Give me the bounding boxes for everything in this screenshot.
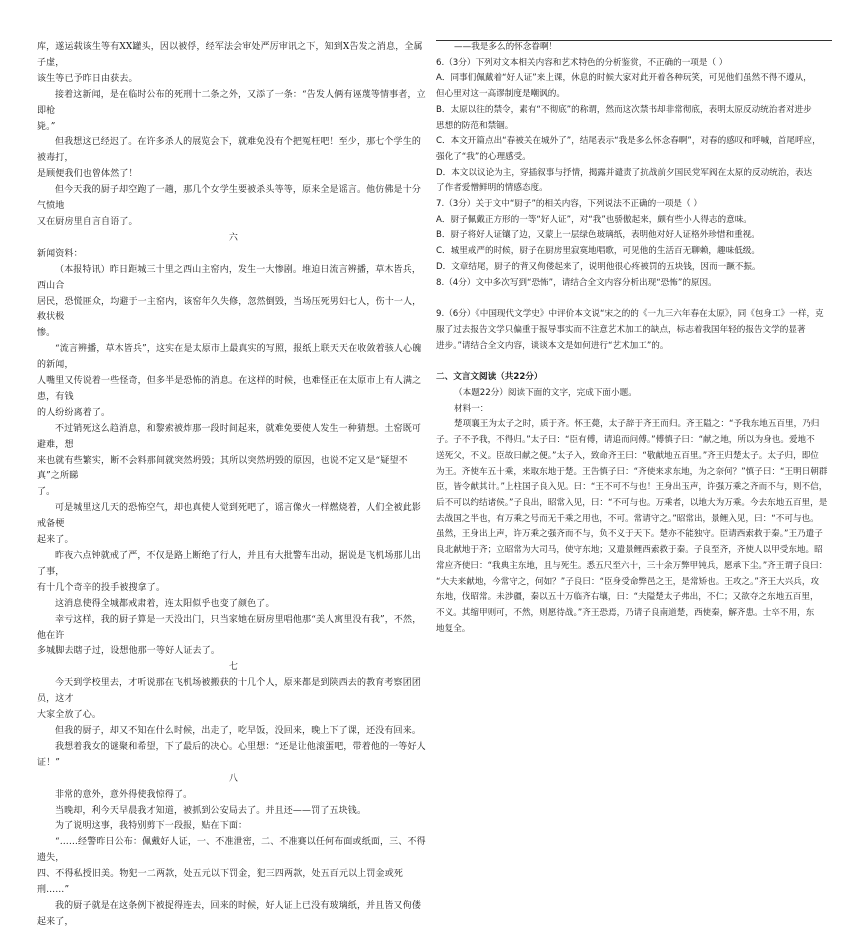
passage-line: 又在厨房里自言自语了。	[37, 216, 138, 227]
passage-line: 东地，伐昭常。未涉疆，秦以五十万临齐右壤，曰：“夫隘楚太子弗出，不仁；又欲夺之东地五百里，	[436, 592, 819, 603]
answer-option: 思想的防范和禁锢。	[436, 120, 514, 131]
passage-paragraph: 接着这新闻，是在临时公布的死刑十二条之外，又添了一条：“告发人俩有诬蔑等情事者，立即枪	[37, 89, 426, 116]
answer-option: D．文章结尾，厨子的背又佝偻起来了，说明他很心疼被罚的五块钱，因而一蹶不振。	[436, 261, 761, 272]
passage-line: 常应齐使曰：“我典主东地，且与死生。悉五尺至六十，三十余万弊甲钝兵，愿承下尘。”齐王谓子良曰：	[436, 560, 828, 571]
passage-paragraph: 我想着我女的谜聚和希望，下了最后的决心。心里想：“还是让他滚蛋吧，带着他的一等好人证！”	[37, 741, 426, 768]
passage-line: 去战国之半也，有万乘之号而无千乘之用也，不可。常请守之。”昭常出，景鲤入见，曰：“不可与也。	[436, 513, 819, 524]
question-stem: 7.（3分）关于文中“厨子”的相关内容，下列说法不正确的一项是（ ）	[436, 199, 702, 210]
passage-paragraph: 今天到学校里去，才听说那在飞机场被搬获的十几个人，原来都是到陕西去的教育考察团团员，这才	[37, 678, 422, 705]
passage-paragraph: 昨夜六点钟就戒了严，不仅是路上断绝了行人，并且有大批警车出动，据说是飞机场那儿出了事，	[37, 551, 422, 577]
passage-paragraph: 但我想这已经迟了。在许多杀人的展览会下，就难免没有个把冤枉吧！至少，那七个学生的被毒打，	[37, 137, 422, 164]
answer-space	[436, 299, 832, 307]
passage-line: （本题22分）阅读下面的文字，完成下面小题。	[454, 388, 637, 399]
passage-paragraph: 可是城里这几天的恐怖空气，却也真使人觉到死吧了，谣言像火一样燃烧着，人们全被此影戒备梗	[37, 503, 422, 530]
passage-line: 库，遂运载该生等有XX罐头，因以被俘，经军法会审处严厉审讯之下，知到X告发之消息，全属子虚，	[37, 42, 423, 68]
answer-option: A．同事们佩戴着“好人证”来上课，休息的时候大家对此开着各种玩笑，可见他们虽然不得不遵从，	[436, 73, 812, 84]
passage-line: 居民，恐慌匪众，均避于一主窑内，该窑年久失修，忽然倒毁，当场压死男妇七人，伤十一人，救状极	[37, 296, 422, 323]
passage-line: 有十几个奇辛的投手被搜拿了。	[37, 582, 166, 593]
passage-line: ——我是多么的怀念眷啊！	[454, 42, 558, 52]
answer-option: 强化了“我”的心理感受。	[436, 151, 531, 162]
answer-option: D．本文以议论为主，穿插叙事与抒情，揭露并谴责了抗战前夕国民党军阀在太原的反动统治，表达	[436, 167, 813, 178]
passage-line: 多城脚去瞎子过，设想他那一等好人证去了。	[37, 646, 221, 657]
passage-line: 大家全放了心。	[37, 710, 102, 721]
answer-option: A．厨子佩戴正方形的一等“好人证”，对“我”也骄傲起来，颇有些小人得志的意味。	[436, 214, 752, 225]
passage-line: 四、不得私授旧美。物犯一二两款，处五元以下罚金，犯三四两款，处五百元以上罚金或死刑……”	[37, 869, 404, 896]
passage-paragraph: “……经警昨日公布：佩戴好人证，一、不准泄密，二、不准赛以任何布面或纸面，三、不得遗失，	[37, 837, 426, 864]
passage-line: 为王。齐使车五十乘，来取东地于楚。王告慎子曰：“齐使来求东地，为之奈何？”慎子曰：“王明日朝群	[436, 466, 828, 477]
answer-option: 了作者爱憎鲜明的情感态度。	[436, 183, 548, 194]
passage-line: 人嘴里又传说着一些怪奇，但多半是恐怖的消息。在这样的时候，也难怪正在太原市上有人满之患，有钱	[37, 376, 422, 402]
answer-space	[436, 291, 832, 299]
passage-line: 新闻资料：	[37, 248, 83, 259]
answer-option: 进步。”请结合全文内容，谈谈本文是如何进行“艺术加工”的。	[436, 340, 669, 351]
passage-line: 后不可以约结诸侯。”子良出，昭常入见，曰：“不可与也。万乘者，以地大为万乘。今去东地五百里，是	[436, 497, 828, 508]
answer-option: C．城里戒严的时候，厨子在厨房里寂寞地唱歌，可见他的生活百无聊赖，趣味低级。	[436, 246, 760, 257]
passage-line: 不义。其缩甲则可，不然，则愿待战。”齐王恐焉，乃请子良南道楚，西使秦，解齐患。士卒不用，东	[436, 607, 815, 618]
section-number: 七	[228, 662, 239, 673]
answer-option: 服了过去报告文学只偏重于报导事实而不注意艺术加工的缺点，标志着我国年轻的报告文学的显著	[436, 324, 806, 335]
passage-paragraph: （本报特讯）昨日距城三十里之西山主窑内，发生一大惨剧。堆迫日流言辨播，草木皆兵，西山合	[37, 264, 422, 291]
passage-paragraph: 但我的厨子，却又不知在什么时候，出走了，吃早饭，没回来，晚上下了课，还没有回来。	[55, 725, 422, 736]
passage-line: 该生等已予昨日由获去。	[37, 73, 138, 84]
passage-paragraph: 但今天我的厨子却空跑了一趟，那几个女学生要被杀头等等，原来全是谣言。他仿佛是十分气愤地	[37, 185, 422, 212]
passage-line: 楚项襄王为太子之时，质于齐。怀王薨，太子辞于齐王而归。齐王隘之：“予我东地五百里，乃归	[454, 419, 820, 430]
passage-paragraph: 我的厨子就是在这条例下被捉得连去，回来的时候，好人证上已没有玻璃纸，并且皆又佝偻起来了，	[37, 900, 422, 927]
passage-line: 子。子不予我，不得归。”太子曰：“臣有傅，请追而问傅。”傅慎子曰：“献之地，所以为身也。爱地不	[436, 435, 815, 446]
passage-line: 惨。	[37, 328, 56, 339]
passage-line: 来也就有些繁实，断不会料那间就突然坍毁；其所以突然坍毁的原因，也说不定又是“疑望不真”之所睇	[37, 455, 408, 482]
passage-line: 是顾便我们也曾体然了！	[37, 169, 138, 180]
passage-paragraph: 非常的意外，意外得使我惊得了。	[55, 789, 193, 800]
passage-line: 了。	[37, 487, 56, 498]
answer-space	[436, 362, 832, 370]
left-column-reading-passage	[37, 40, 430, 931]
question-stem: 8.（4分）文中多次写到“恐怖”，请结合全文内容分析出现“恐怖”的原因。	[436, 277, 717, 288]
passage-line: 臣，皆令献其计。”上柱国子良入见。曰：“王不可不与也！王身出玉声，许强万乘之齐而不与，则不信，	[436, 482, 828, 493]
passage-line: 的人纷纷离着了。	[37, 407, 111, 418]
question-stem: 9.（6分）《中国现代文学史》中评价本文说“宋之的的《一九三六年春在太原》，同《包身工》一样，克	[436, 309, 824, 320]
passage-line: 送死父，不义。臣故曰献之便。”太子入，致命齐王曰：“敬献地五百里。”齐王归楚太子。太子归，即位	[436, 450, 819, 461]
answer-option: B．厨子将好人证镶了边，又蒙上一层绿色玻璃纸，表明他对好人证格外珍惜和重视。	[436, 230, 760, 241]
answer-option: 但心里对这一高谬制度是嘲讽的。	[436, 89, 565, 100]
answer-option: B．太原以往的禁令，素有“不彻底”的称谓，然而这次禁书却非常彻底，表明太原反动统治者对进步	[436, 104, 812, 115]
passage-paragraph: 为了说明这事，我特别剪下一段报，贴在下面：	[55, 821, 248, 832]
passage-line: “大夫来献地，今常守之，何如？”子良曰：“臣身受命弊邑之王，是常矫也。王攻之。”齐王大兴兵，攻	[436, 576, 820, 587]
passage-line: 良北献地于齐；立昭常为大司马，使守东地；又遣景鲤西索救于秦。子良至齐，齐使人以甲受东地。昭	[436, 545, 823, 556]
question-stem: 6.（3分）下列对文本相关内容和艺术特色的分析鉴赏，不正确的一项是（ ）	[436, 57, 728, 68]
section-number: 八	[228, 773, 239, 784]
passage-paragraph: 幸亏这样，我的厨子算是一天没出门，只当家她在厨房里唱他那“美人寓里没有我”，不然，他在许	[37, 614, 422, 641]
passage-line: 地复全。	[436, 623, 471, 634]
passage-line: 材料一：	[454, 403, 489, 414]
passage-paragraph: 当晚却，利今天早晨我才知道，被抓到公安局去了。并且还——罚了五块钱。	[55, 805, 367, 816]
passage-line: 起来了。	[37, 535, 74, 546]
passage-line: 毙。”	[37, 121, 56, 132]
right-column-questions	[436, 40, 832, 637]
section-heading: 二、文言文阅读（共22分）	[436, 372, 543, 383]
answer-space	[436, 354, 832, 362]
passage-paragraph: 不过销死这么趋消息，和黎索被炸那一段时间起来，就难免要使人发生一种猜想。土窑既可避难，想	[37, 423, 422, 450]
answer-option: C．本文开篇点出“春被关在城外了”，结尾表示“我是多么怀念春啊”，对春的感叹和呼喊，首尾呼应，	[436, 136, 821, 147]
section-number: 六	[228, 232, 239, 243]
passage-paragraph: “流言辨播，草木皆兵”，这实在是太原市上最真实的写照，报纸上联天天在收敛着骇人心魄的新闻，	[37, 344, 422, 371]
passage-line: 虽然，王身出上声，许万乘之强齐而不与，负不义于天下。楚亦不能独守。臣请西索救于秦。”王乃遣子	[436, 529, 823, 540]
passage-paragraph: 这消息使得全城都戒肃着，连太阳似乎也变了颜色了。	[55, 598, 275, 609]
